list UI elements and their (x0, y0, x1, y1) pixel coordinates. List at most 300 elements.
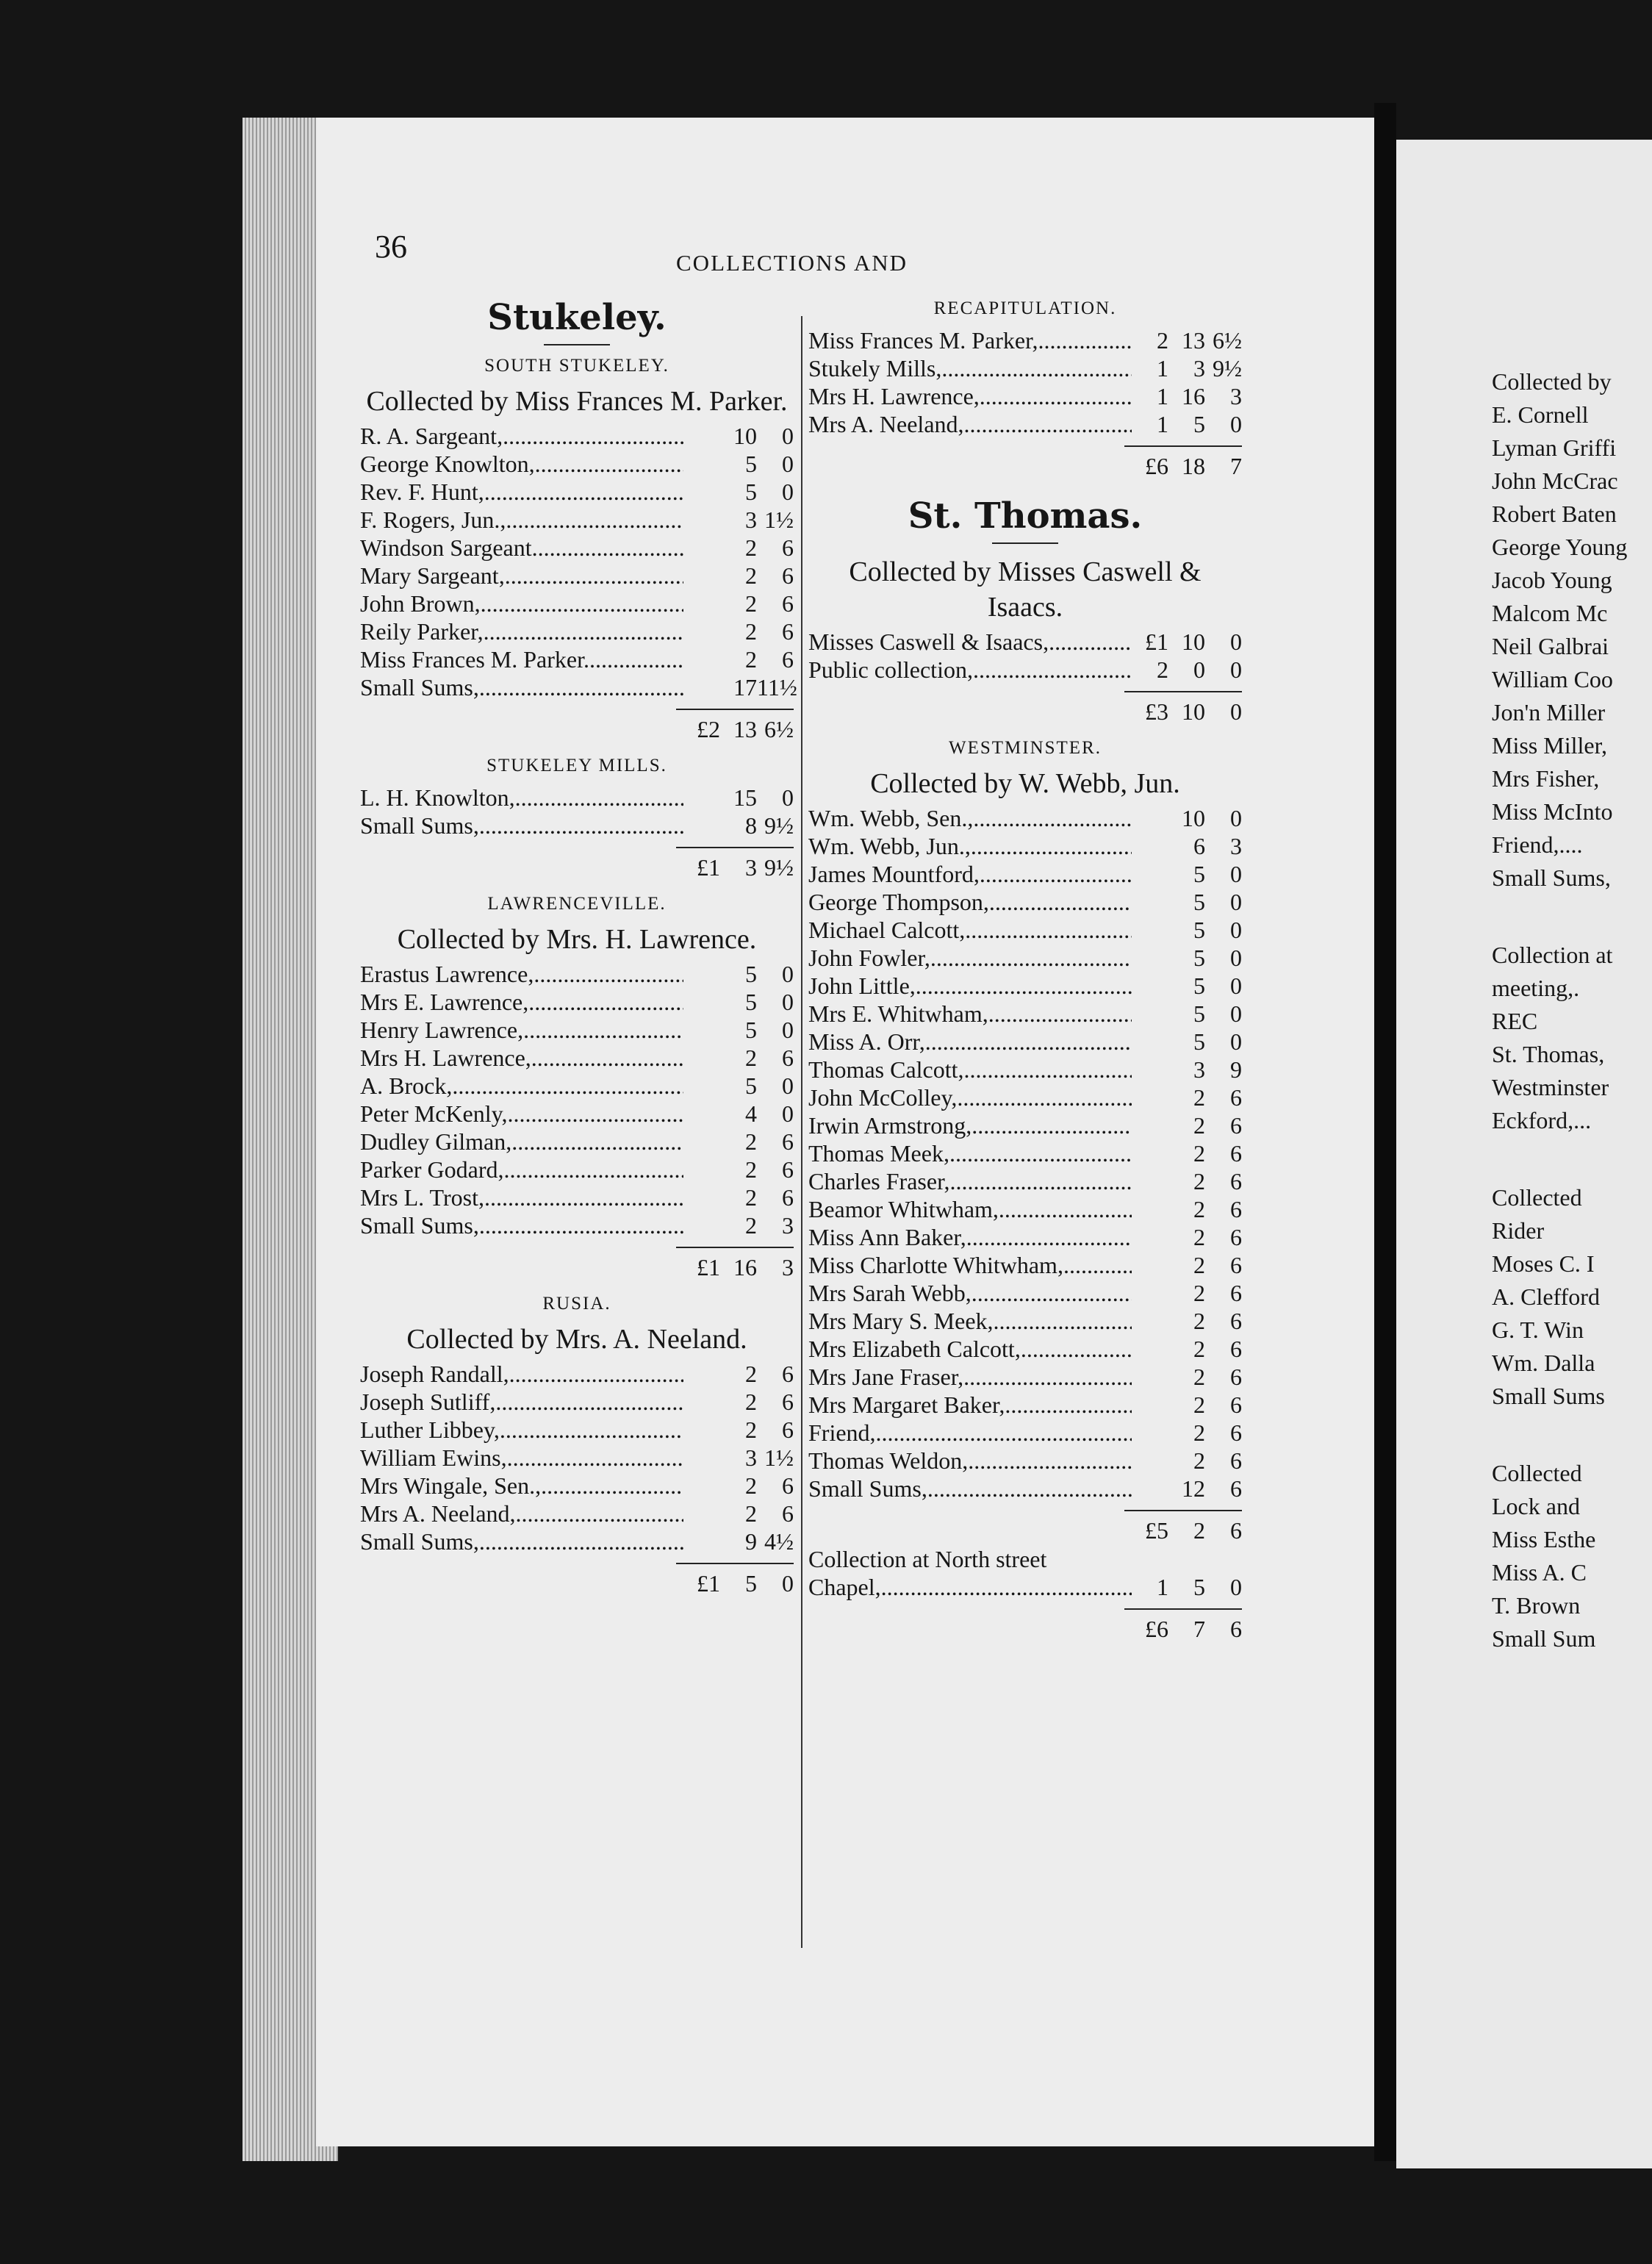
amount-pounds (1132, 1335, 1168, 1363)
right-page-line: Lock and (1492, 1493, 1580, 1519)
entry-row (360, 590, 794, 617)
amount-pounds (683, 645, 720, 673)
amount-shillings: 3 (745, 1444, 757, 1471)
amount-pounds (683, 617, 720, 645)
right-page-line: Collected (1492, 1460, 1582, 1486)
amount-pence: 6½ (1213, 327, 1242, 354)
amount-shillings: 0 (1193, 656, 1205, 683)
entry-name: Beamor Whitwham, ..... (808, 1195, 1132, 1223)
amount-pence: 6 (1230, 1419, 1242, 1446)
entry-name: William Ewins, ..... (360, 1444, 683, 1472)
amount-pence: 1½ (764, 506, 794, 533)
amount-pence: 4½ (764, 1528, 794, 1555)
entry-name: Wm. Webb, Jun., ..... (808, 832, 1132, 860)
amount-shillings: 2 (1193, 1336, 1205, 1362)
amount: 5 (745, 1570, 757, 1597)
amount-shillings: 2 (745, 1416, 757, 1443)
entry-name: Miss Frances M. Parker ..... (360, 645, 683, 673)
entry-name: Mrs H. Lawrence, ..... (360, 1044, 683, 1072)
entry-name: Mrs Wingale, Sen., ..... (360, 1472, 683, 1500)
amount-pounds (683, 960, 720, 988)
amount-shillings: 5 (1193, 889, 1205, 915)
amount-pounds (683, 1360, 720, 1388)
amount-shillings: 2 (745, 1128, 757, 1155)
entry-name: Mrs L. Trost, ..... (360, 1183, 683, 1211)
entry-name: Mrs Jane Fraser, ..... (808, 1363, 1132, 1391)
amount-shillings: 10 (1182, 628, 1205, 655)
amount: 7 (1193, 1616, 1205, 1642)
amount-shillings: 5 (1193, 945, 1205, 971)
amount-shillings: 2 (1193, 1419, 1205, 1446)
entry-name: Mrs Sarah Webb, ..... (808, 1279, 1132, 1307)
amount-shillings: 2 (745, 1472, 757, 1499)
amount-pence: 6 (1230, 1112, 1242, 1139)
amount-pounds (1132, 1279, 1168, 1307)
entry-name: Parker Godard, ..... (360, 1156, 683, 1183)
section-subtitle: SOUTH STUKELEY. (484, 356, 669, 376)
amount-pence: 6 (782, 1500, 794, 1527)
entry-row (808, 410, 1242, 438)
entry-name: Thomas Calcott, ..... (808, 1056, 1132, 1083)
amount-pounds: 2 (1157, 327, 1168, 354)
grand-total (808, 1614, 1242, 1644)
entry-row (808, 1111, 1242, 1139)
entry-row (360, 812, 794, 839)
amount-pounds (683, 1472, 720, 1500)
amount-shillings: 5 (745, 1017, 757, 1043)
section-subtitle: STUKELEY MILLS. (486, 756, 667, 775)
amount-shillings: 2 (1193, 1168, 1205, 1194)
entry-row (808, 1000, 1242, 1028)
section-total (360, 853, 794, 882)
entry-row (360, 1156, 794, 1183)
entry-row (360, 422, 794, 450)
entry-row (360, 1527, 794, 1555)
entry-name: Wm. Webb, Sen., ..... (808, 804, 1132, 832)
right-page-line: T. Brown (1492, 1592, 1581, 1619)
entry-row (360, 1444, 794, 1472)
amount-shillings: 8 (745, 812, 757, 839)
amount-pounds (1132, 1028, 1168, 1056)
amount-shillings: 2 (745, 1184, 757, 1211)
amount-shillings: 9 (745, 1528, 757, 1555)
amount-pounds: 1 (1157, 383, 1168, 409)
entry-name: Small Sums, ..... (360, 673, 683, 701)
amount-pence: 0 (782, 1072, 794, 1099)
right-page-line: St. Thomas, (1492, 1041, 1605, 1067)
section-total (808, 1516, 1242, 1545)
amount-pounds (1132, 1111, 1168, 1139)
section-subtitle: RUSIA. (542, 1294, 611, 1314)
amount: £1 (697, 1570, 720, 1597)
amount-pence: 0 (782, 961, 794, 987)
right-page-line: Miss A. C (1492, 1559, 1587, 1586)
amount-pence: 6 (782, 590, 794, 617)
entry-name: Mrs Mary S. Meek, ..... (808, 1307, 1132, 1335)
total-rule (676, 1247, 794, 1248)
amount-shillings: 2 (1193, 1280, 1205, 1306)
right-page-line: Small Sum (1492, 1625, 1596, 1652)
amount-shillings: 2 (1193, 1140, 1205, 1167)
amount: £6 (1145, 1616, 1168, 1642)
amount-pounds (683, 478, 720, 506)
total-amount (1132, 451, 1242, 481)
entry-row (808, 1573, 1242, 1601)
collector-line: Collected by Mrs. A. Neeland. (406, 1324, 747, 1355)
amount-pence: 6 (782, 534, 794, 561)
amount-pence: 0 (1230, 945, 1242, 971)
amount-pence: 6 (1230, 1308, 1242, 1334)
entry-row (808, 1391, 1242, 1419)
amount-pounds (683, 1211, 720, 1239)
amount-pounds (1132, 1083, 1168, 1111)
book-gutter (1374, 103, 1396, 2161)
entry-name: Rev. F. Hunt, ..... (360, 478, 683, 506)
section-total (808, 697, 1242, 726)
entry-name: Mrs E. Lawrence, ..... (360, 988, 683, 1016)
amount-shillings: 5 (1193, 411, 1205, 437)
amount-shillings: 2 (1193, 1391, 1205, 1418)
total-amount (1132, 1516, 1242, 1545)
amount-pence: 6 (782, 1472, 794, 1499)
amount-pence: 0 (1230, 411, 1242, 437)
entry-name: John Brown, ..... (360, 590, 683, 617)
amount: 3 (782, 1254, 794, 1280)
amount-pence: 0 (782, 451, 794, 477)
amount: 9½ (764, 854, 794, 881)
entry-name: George Thompson, ..... (808, 888, 1132, 916)
section-total (360, 1569, 794, 1598)
entry-name: Charles Fraser, ..... (808, 1167, 1132, 1195)
section (808, 298, 1242, 481)
total-amount (683, 853, 794, 882)
amount-pounds (1132, 832, 1168, 860)
amount-shillings: 2 (745, 646, 757, 673)
total-rule (676, 847, 794, 848)
entry-row (360, 506, 794, 534)
entry-name: Public collection, ..... (808, 656, 1132, 684)
amount-pence: 0 (1230, 1028, 1242, 1055)
amount-pence: 3 (1230, 383, 1242, 409)
entry-name: Peter McKenly, ..... (360, 1100, 683, 1128)
amount-pounds (683, 562, 720, 590)
right-page-line: Jon'n Miller (1492, 699, 1606, 726)
right-page-line: G. T. Win (1492, 1317, 1584, 1343)
entry-name: Mrs E. Whitwham, ..... (808, 1000, 1132, 1028)
amount-shillings: 5 (745, 451, 757, 477)
amount-pounds: 1 (1157, 411, 1168, 437)
amount-shillings: 2 (1193, 1112, 1205, 1139)
amount-pounds (1132, 1307, 1168, 1335)
right-column (808, 294, 1242, 1655)
amount-shillings: 10 (1182, 805, 1205, 831)
section-subtitle: RECAPITULATION. (933, 298, 1117, 318)
entry-name: Mary Sargeant, ..... (360, 562, 683, 590)
amount-shillings: 2 (745, 534, 757, 561)
entry-name: Small Sums, ..... (360, 812, 683, 839)
entry-row (360, 1128, 794, 1156)
amount-shillings: 10 (733, 423, 757, 449)
amount: 16 (733, 1254, 757, 1280)
entry-name: Luther Libbey, ..... (360, 1416, 683, 1444)
amount-pounds (1132, 1363, 1168, 1391)
entry-name: Erastus Lawrence, ..... (360, 960, 683, 988)
total-amount (1132, 1614, 1242, 1644)
amount-shillings: 2 (745, 1212, 757, 1239)
amount: 13 (733, 716, 757, 742)
page-number: 36 (375, 229, 407, 265)
entry-row (808, 888, 1242, 916)
amount-pence: 6 (782, 562, 794, 589)
amount-pence: 0 (1230, 889, 1242, 915)
amount-pence: 0 (782, 784, 794, 811)
amount-pounds (1132, 944, 1168, 972)
amount-pounds (683, 1156, 720, 1183)
amount: 7 (1230, 453, 1242, 479)
entry-name: John McColley, ..... (808, 1083, 1132, 1111)
amount-pounds (683, 590, 720, 617)
entry-row (360, 1100, 794, 1128)
amount: 0 (1230, 698, 1242, 725)
amount-pounds (683, 1444, 720, 1472)
entry-name: Mrs H. Lawrence, ..... (808, 382, 1132, 410)
amount-shillings: 2 (1193, 1224, 1205, 1250)
amount: £1 (697, 1254, 720, 1280)
entry-row (808, 1223, 1242, 1251)
amount-pence: 1½ (764, 1444, 794, 1471)
right-page-line: John McCrac (1492, 468, 1618, 494)
amount-shillings: 4 (745, 1100, 757, 1127)
entry-name: Reily Parker, ..... (360, 617, 683, 645)
right-page-line: Malcom Mc (1492, 600, 1608, 626)
entry-row (808, 832, 1242, 860)
amount-pounds (1132, 1391, 1168, 1419)
total-amount (683, 1569, 794, 1598)
amount: £6 (1145, 453, 1168, 479)
right-page-line: Lyman Griffi (1492, 434, 1617, 461)
entry-row (360, 645, 794, 673)
entry-name: Miss Frances M. Parker, ..... (808, 326, 1132, 354)
short-rule (544, 344, 610, 345)
amount-pence: 0 (1230, 628, 1242, 655)
right-page-line: Miss Esthe (1492, 1526, 1596, 1552)
entry-name: Irwin Armstrong, ..... (808, 1111, 1132, 1139)
amount-shillings: 17 (733, 674, 757, 701)
collector-line: Collected by Miss Frances M. Parker. (366, 386, 788, 417)
entry-name: R. A. Sargeant, ..... (360, 422, 683, 450)
entry-row (360, 988, 794, 1016)
extra-label: Collection at North street (808, 1546, 1047, 1572)
amount-pounds (683, 422, 720, 450)
entry-name: Joseph Randall, ..... (360, 1360, 683, 1388)
entry-name: Michael Calcott, ..... (808, 916, 1132, 944)
amount-shillings: 3 (1193, 355, 1205, 381)
amount-pence: 6 (1230, 1391, 1242, 1418)
amount-pence: 6 (1230, 1224, 1242, 1250)
right-page-line: Miss Miller, (1492, 732, 1607, 759)
right-page-line: Wm. Dalla (1492, 1350, 1595, 1376)
entry-row (360, 1072, 794, 1100)
amount-pence: 6 (782, 1416, 794, 1443)
entry-row (360, 1360, 794, 1388)
collector-line: Collected by Mrs. H. Lawrence. (397, 924, 757, 955)
entry-name: Windson Sargeant ..... (360, 534, 683, 562)
amount-pounds: 1 (1157, 355, 1168, 381)
entry-row (808, 1251, 1242, 1279)
amount: 1 (1157, 1574, 1168, 1600)
amount: £5 (1145, 1517, 1168, 1544)
section (360, 1294, 794, 1598)
amount-shillings: 2 (1193, 1196, 1205, 1222)
amount-shillings: 5 (1193, 1000, 1205, 1027)
amount-pence: 3 (1230, 833, 1242, 859)
amount-shillings: 2 (745, 618, 757, 645)
amount-pounds: £1 (1145, 628, 1168, 655)
entry-row (808, 1195, 1242, 1223)
entry-name: L. H. Knowlton, ..... (360, 784, 683, 812)
amount-pounds (1132, 1000, 1168, 1028)
entry-name: Mrs Margaret Baker, ..... (808, 1391, 1132, 1419)
amount: 3 (745, 854, 757, 881)
amount-shillings: 2 (1193, 1084, 1205, 1111)
amount-shillings: 2 (745, 1156, 757, 1183)
entry-row (360, 960, 794, 988)
right-page-line: Small Sums (1492, 1383, 1605, 1409)
right-page-line: Collected by (1492, 368, 1612, 395)
amount-pence: 6 (1230, 1475, 1242, 1502)
amount-pence: 6 (1230, 1280, 1242, 1306)
amount: 5 (1193, 1574, 1205, 1600)
entry-row (360, 673, 797, 701)
entry-row (360, 1472, 794, 1500)
amount-pounds (683, 1128, 720, 1156)
amount: 0 (782, 1570, 794, 1597)
entry-row (360, 617, 794, 645)
entry-name: Miss Ann Baker, ..... (808, 1223, 1132, 1251)
amount-pounds: 2 (1157, 656, 1168, 683)
amount-shillings: 2 (1193, 1308, 1205, 1334)
amount-shillings: 5 (1193, 1028, 1205, 1055)
entry-row (808, 804, 1242, 832)
amount-pence: 6 (1230, 1140, 1242, 1167)
amount-pence: 0 (1230, 861, 1242, 887)
amount-pence: 0 (782, 989, 794, 1015)
amount-pence: 6 (1230, 1196, 1242, 1222)
amount-pence: 0 (782, 479, 794, 505)
section-title: Stukeley. (487, 297, 667, 338)
amount-pounds (1132, 972, 1168, 1000)
amount-pounds (683, 1072, 720, 1100)
amount-pounds (683, 1388, 720, 1416)
entry-name: James Mountford, ..... (808, 860, 1132, 888)
amount: 6½ (764, 716, 794, 742)
right-page-line: Rider (1492, 1217, 1545, 1244)
entry-name: Henry Lawrence, ..... (360, 1016, 683, 1044)
amount-pence: 0 (1230, 1000, 1242, 1027)
amount-shillings: 2 (1193, 1447, 1205, 1474)
entry-name: A. Brock, ..... (360, 1072, 683, 1100)
right-page-line: Collection at (1492, 942, 1613, 968)
left-column (360, 294, 797, 1610)
total-amount (683, 714, 794, 744)
amount-pounds (1132, 1056, 1168, 1083)
amount-shillings: 2 (745, 1500, 757, 1527)
right-page-line: Collected (1492, 1184, 1582, 1211)
total-rule (1124, 1608, 1242, 1610)
section-total (360, 1253, 794, 1282)
entry-name: Dudley Gilman, ..... (360, 1128, 683, 1156)
entry-name: Thomas Weldon, ..... (808, 1447, 1132, 1475)
amount-pence: 0 (1230, 805, 1242, 831)
entry-name: Miss Charlotte Whitwham, ..... (808, 1251, 1132, 1279)
amount: 2 (1193, 1517, 1205, 1544)
amount-pence: 6 (1230, 1364, 1242, 1390)
entry-name: Mrs A. Neeland, ..... (360, 1500, 683, 1527)
right-page-line: Neil Galbrai (1492, 633, 1609, 659)
entry-row (808, 1447, 1242, 1475)
amount-pence: 6 (782, 618, 794, 645)
amount-pence: 0 (1230, 656, 1242, 683)
amount-pence: 6 (1230, 1252, 1242, 1278)
column-rule (801, 316, 802, 1948)
amount: 0 (1230, 1574, 1242, 1600)
entry-name: Mrs A. Neeland, ..... (808, 410, 1132, 438)
amount-shillings: 6 (1193, 833, 1205, 859)
amount-pounds (683, 506, 720, 534)
total-amount (683, 1253, 794, 1282)
entry-row (360, 784, 794, 812)
entry-name: Mrs Elizabeth Calcott, ..... (808, 1335, 1132, 1363)
amount-pounds (683, 1183, 720, 1211)
amount-shillings: 5 (1193, 972, 1205, 999)
entry-name: Friend, ..... (808, 1419, 1132, 1447)
right-page-line: REC (1492, 1008, 1538, 1034)
amount-pounds (1132, 1475, 1168, 1502)
section-subtitle: LAWRENCEVILLE. (487, 894, 667, 914)
entry-row (808, 1167, 1242, 1195)
right-page-line: Eckford,... (1492, 1107, 1592, 1133)
section (808, 492, 1242, 726)
entry-row (808, 1028, 1242, 1056)
section-total (808, 451, 1242, 481)
amount-pence: 0 (1230, 972, 1242, 999)
right-page-line: William Coo (1492, 666, 1613, 692)
entry-row (360, 534, 794, 562)
entry-row (808, 1363, 1242, 1391)
amount-pence: 6 (782, 1156, 794, 1183)
amount-pence: 6 (1230, 1336, 1242, 1362)
amount-pence: 0 (1230, 917, 1242, 943)
entry-row (360, 1183, 794, 1211)
amount-pounds (683, 534, 720, 562)
entry-row (360, 1211, 794, 1239)
section-title: St. Thomas. (908, 495, 1143, 537)
amount-pounds (683, 1416, 720, 1444)
amount-pence: 0 (782, 1017, 794, 1043)
total-amount (1132, 697, 1242, 726)
amount-shillings: 3 (1193, 1056, 1205, 1083)
entry-name: Small Sums, ..... (360, 1527, 683, 1555)
entry-row (808, 1279, 1242, 1307)
amount: 6 (1230, 1517, 1242, 1544)
amount-pounds (1132, 860, 1168, 888)
entry-row (360, 1044, 794, 1072)
entry-name: Stukely Mills, ..... (808, 354, 1132, 382)
right-page-line: Miss McInto (1492, 798, 1613, 825)
amount-pence: 6 (782, 1184, 794, 1211)
entry-row (360, 1416, 794, 1444)
entry-row (808, 1083, 1242, 1111)
